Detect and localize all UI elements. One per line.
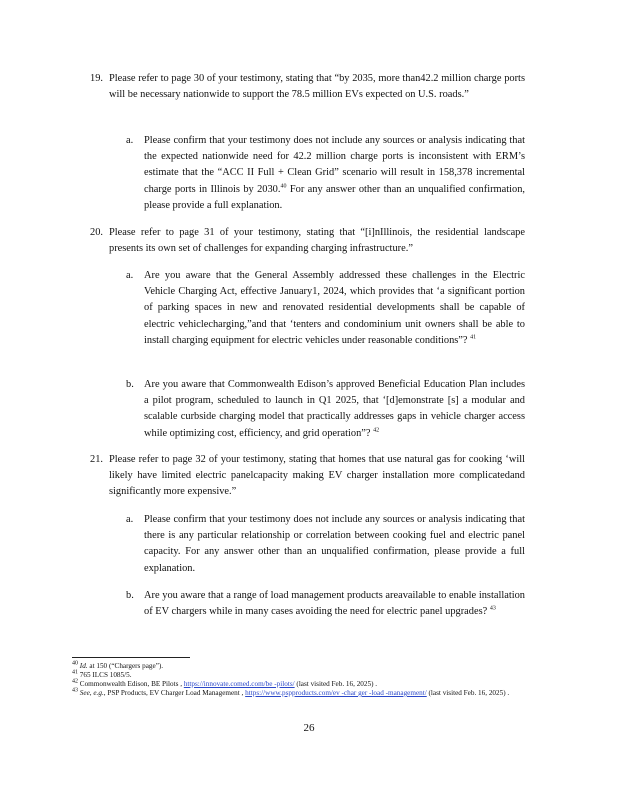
footnote-link[interactable]: https://innovate.comed.com/be -pilots/ (183, 680, 295, 688)
sub-text: Are you aware that a range of load management products areavailable to enable installation of EV chargers while in many cases avoiding the need for electric panel upgrades? $^{43}$ (144, 590, 525, 618)
footnote-ref-42: 42 (373, 427, 380, 434)
sub-label: a. (126, 135, 134, 146)
footnote-40: $^{40}$ Id. at 150 (“Chargers page”). (72, 660, 164, 670)
sub-label: a. (126, 270, 134, 281)
question-21b (126, 588, 525, 620)
question-number: 20. (90, 227, 103, 238)
question-20b (126, 377, 525, 442)
question-19 (90, 71, 525, 103)
sub-text: Please confirm that your testimony does not include any sources or analysis indicating that there is any particular relationship or correlation between cooking fuel and electric panel capacity. For any answer other than an unqualified confirmation, please provide a full explanation. (144, 514, 525, 574)
question-text: Please refer to page 30 of your testimony, stating that “by 2035, more than42.2 million charge ports will be necessary nationwide to support the 78.5 million EVs expected on U.S. roads.” (109, 73, 525, 101)
question-text: Please refer to page 31 of your testimony, stating that “[i]nIllinois, the residential landscape presents its own set of challenges for expanding charging infrastructure.” (109, 227, 525, 255)
sub-label: b. (126, 590, 134, 601)
sub-text: Please confirm that your testimony does not include any sources or analysis indicating that the expected nationwide need for 42.2 million charge ports is inconsistent with ERM’s estimate that the “ACC II Full + Clean Grid” scenario will result in 158,378 incremental charge ports in Illinois by 2030.40 For any answer other than an unqualified confirmation, please provide a full explanation. (144, 135, 525, 211)
footnote-link[interactable]: https://www.pspproducts.com/ev -char ger -load -management/ (245, 689, 427, 697)
sub-label: b. (126, 379, 134, 390)
question-number: 21. (90, 454, 103, 465)
footnote-ref-43: 43 (489, 605, 496, 612)
footnote-ref-41: 41 (470, 334, 477, 341)
question-20a (126, 268, 525, 349)
question-20 (90, 225, 525, 257)
sub-text: Are you aware that the General Assembly addressed these challenges in the Electric Vehicle Charging Act, effective January1, 2024, which provides that ‘a significant portion of parking spaces in new and renovated residential developments shall be capable of electric vehiclecharging,”and that ‘tenters and condominium unit owners shall be able to install charging equipment for electric vehicles under reasonable conditions”? $^{41}$ (144, 270, 525, 346)
question-19a (126, 133, 525, 214)
sub-label: a. (126, 514, 134, 525)
footnote-separator (72, 657, 190, 658)
question-21a (126, 512, 525, 577)
footnote-42: $^{42}$ Commonwealth Edison, BE Pilots , https://innovate.comed.com/be -pilots/ (last visited Feb. 16, 2025) . (72, 678, 378, 688)
sub-text: Are you aware that Commonwealth Edison’s approved Beneficial Education Plan includes a pilot program, scheduled to launch in Q1 2025, that ‘[d]emonstrate [s] a modular and scalable curbside charging model that practically addresses gaps in vehicle charger access while optimizing cost, efficiency, and grid operation”? $^{42}$ (144, 379, 525, 439)
footnote-43: $^{43}$ See, e.g., PSP Products, EV Charger Load Management , https://www.pspproducts.com/ev -char ger -load -management/ (last visited Feb. 16, 2025) . (72, 687, 510, 697)
footnote-41: $^{41}$ 765 ILCS 1085/5. (72, 669, 132, 679)
footnote-ref-40: 40 (280, 183, 287, 190)
question-number: 19. (90, 73, 103, 84)
page-number: 26 (303, 722, 315, 734)
question-text: Please refer to page 32 of your testimony, stating that homes that use natural gas for cooking ‘will likely have limited electric panelcapacity making EV charger installation more complicatedand significantly more expensive.” (109, 454, 525, 498)
question-21 (90, 452, 525, 501)
